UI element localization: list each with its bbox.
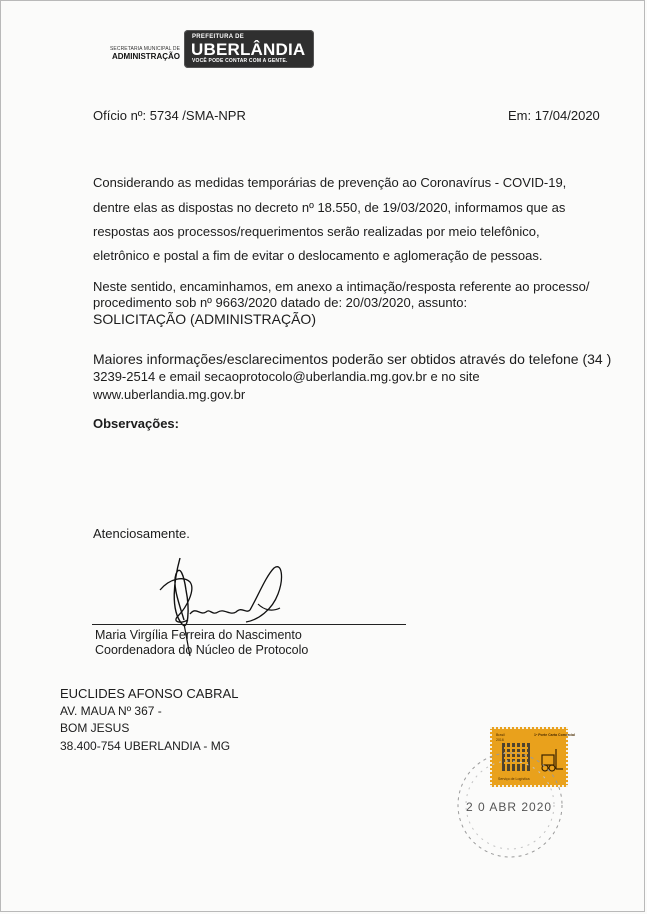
- postmark-date: 2 0 ABR 2020: [466, 800, 553, 814]
- paragraph-3-line: Maiores informações/esclarecimentos poderão ser obtidos através do telefone (34 ): [93, 351, 612, 367]
- paragraph-2-line: Neste sentido, encaminhamos, em anexo a intimação/resposta referente ao processo/: [93, 279, 590, 294]
- closing: Atenciosamente.: [93, 526, 190, 541]
- recipient-name: EUCLIDES AFONSO CABRAL: [60, 686, 239, 701]
- paragraph-1-line: eletrônico e postal a fim de evitar o deslocamento e aglomeração de pessoas.: [93, 248, 543, 263]
- paragraph-3: [93, 350, 611, 404]
- letter-date: Em: 17/04/2020: [508, 108, 600, 123]
- paragraph-1: [93, 173, 566, 270]
- oficio-number: Ofício nº: 5734 /SMA-NPR: [93, 108, 246, 123]
- logo-top-text: PREFEITURA DE: [192, 34, 245, 40]
- logo-slogan-text: VOCÊ PODE CONTAR COM A GENTE.: [192, 58, 288, 64]
- prefeitura-logo: [184, 30, 314, 68]
- paragraph-1-line: dentre elas as dispostas no decreto nº 18.550, de 19/03/2020, informamos que as: [93, 200, 566, 215]
- paragraph-1-line: Considerando as medidas temporárias de prevenção ao Coronavírus - COVID-19,: [93, 175, 567, 190]
- signer-role: Coordenadora do Núcleo de Protocolo: [95, 643, 309, 657]
- recipient-city: 38.400-754 UBERLANDIA - MG: [60, 739, 231, 753]
- stamp-country: Brasil: [496, 733, 505, 737]
- stamp-service: Serviço de Logística: [498, 777, 530, 781]
- stamp-type: 1º Porte Carta Comercial: [534, 733, 575, 737]
- observations-label: Observações:: [93, 416, 179, 431]
- recipient-street: AV. MAUA Nº 367 -: [60, 704, 162, 718]
- signature-line: [92, 624, 406, 625]
- secretaria-big-text: ADMINISTRAÇÃO: [112, 52, 180, 61]
- stamp-year: 2016: [496, 738, 504, 742]
- secretaria-label: [98, 47, 180, 61]
- paragraph-2-line: procedimento sob nº 9663/2020 datado de: 20/03/2020, assunto:: [93, 295, 468, 310]
- paragraph-2: [93, 279, 589, 311]
- paragraph-3-line: www.uberlandia.mg.gov.br: [93, 387, 246, 402]
- signer-name: Maria Virgília Ferreira do Nascimento: [95, 628, 302, 642]
- logo-city-text: UBERLÂNDIA: [191, 40, 306, 59]
- secretaria-small-text: SECRETARIA MUNICIPAL DE: [110, 46, 180, 52]
- subject: SOLICITAÇÃO (ADMINISTRAÇÃO): [93, 311, 316, 327]
- recipient-district: BOM JESUS: [60, 721, 130, 735]
- paragraph-3-line: 3239-2514 e email secaoprotocolo@uberlandia.mg.gov.br e no site: [93, 369, 480, 384]
- paragraph-1-line: respostas aos processos/requerimentos serão realizadas por meio telefônico,: [93, 224, 540, 239]
